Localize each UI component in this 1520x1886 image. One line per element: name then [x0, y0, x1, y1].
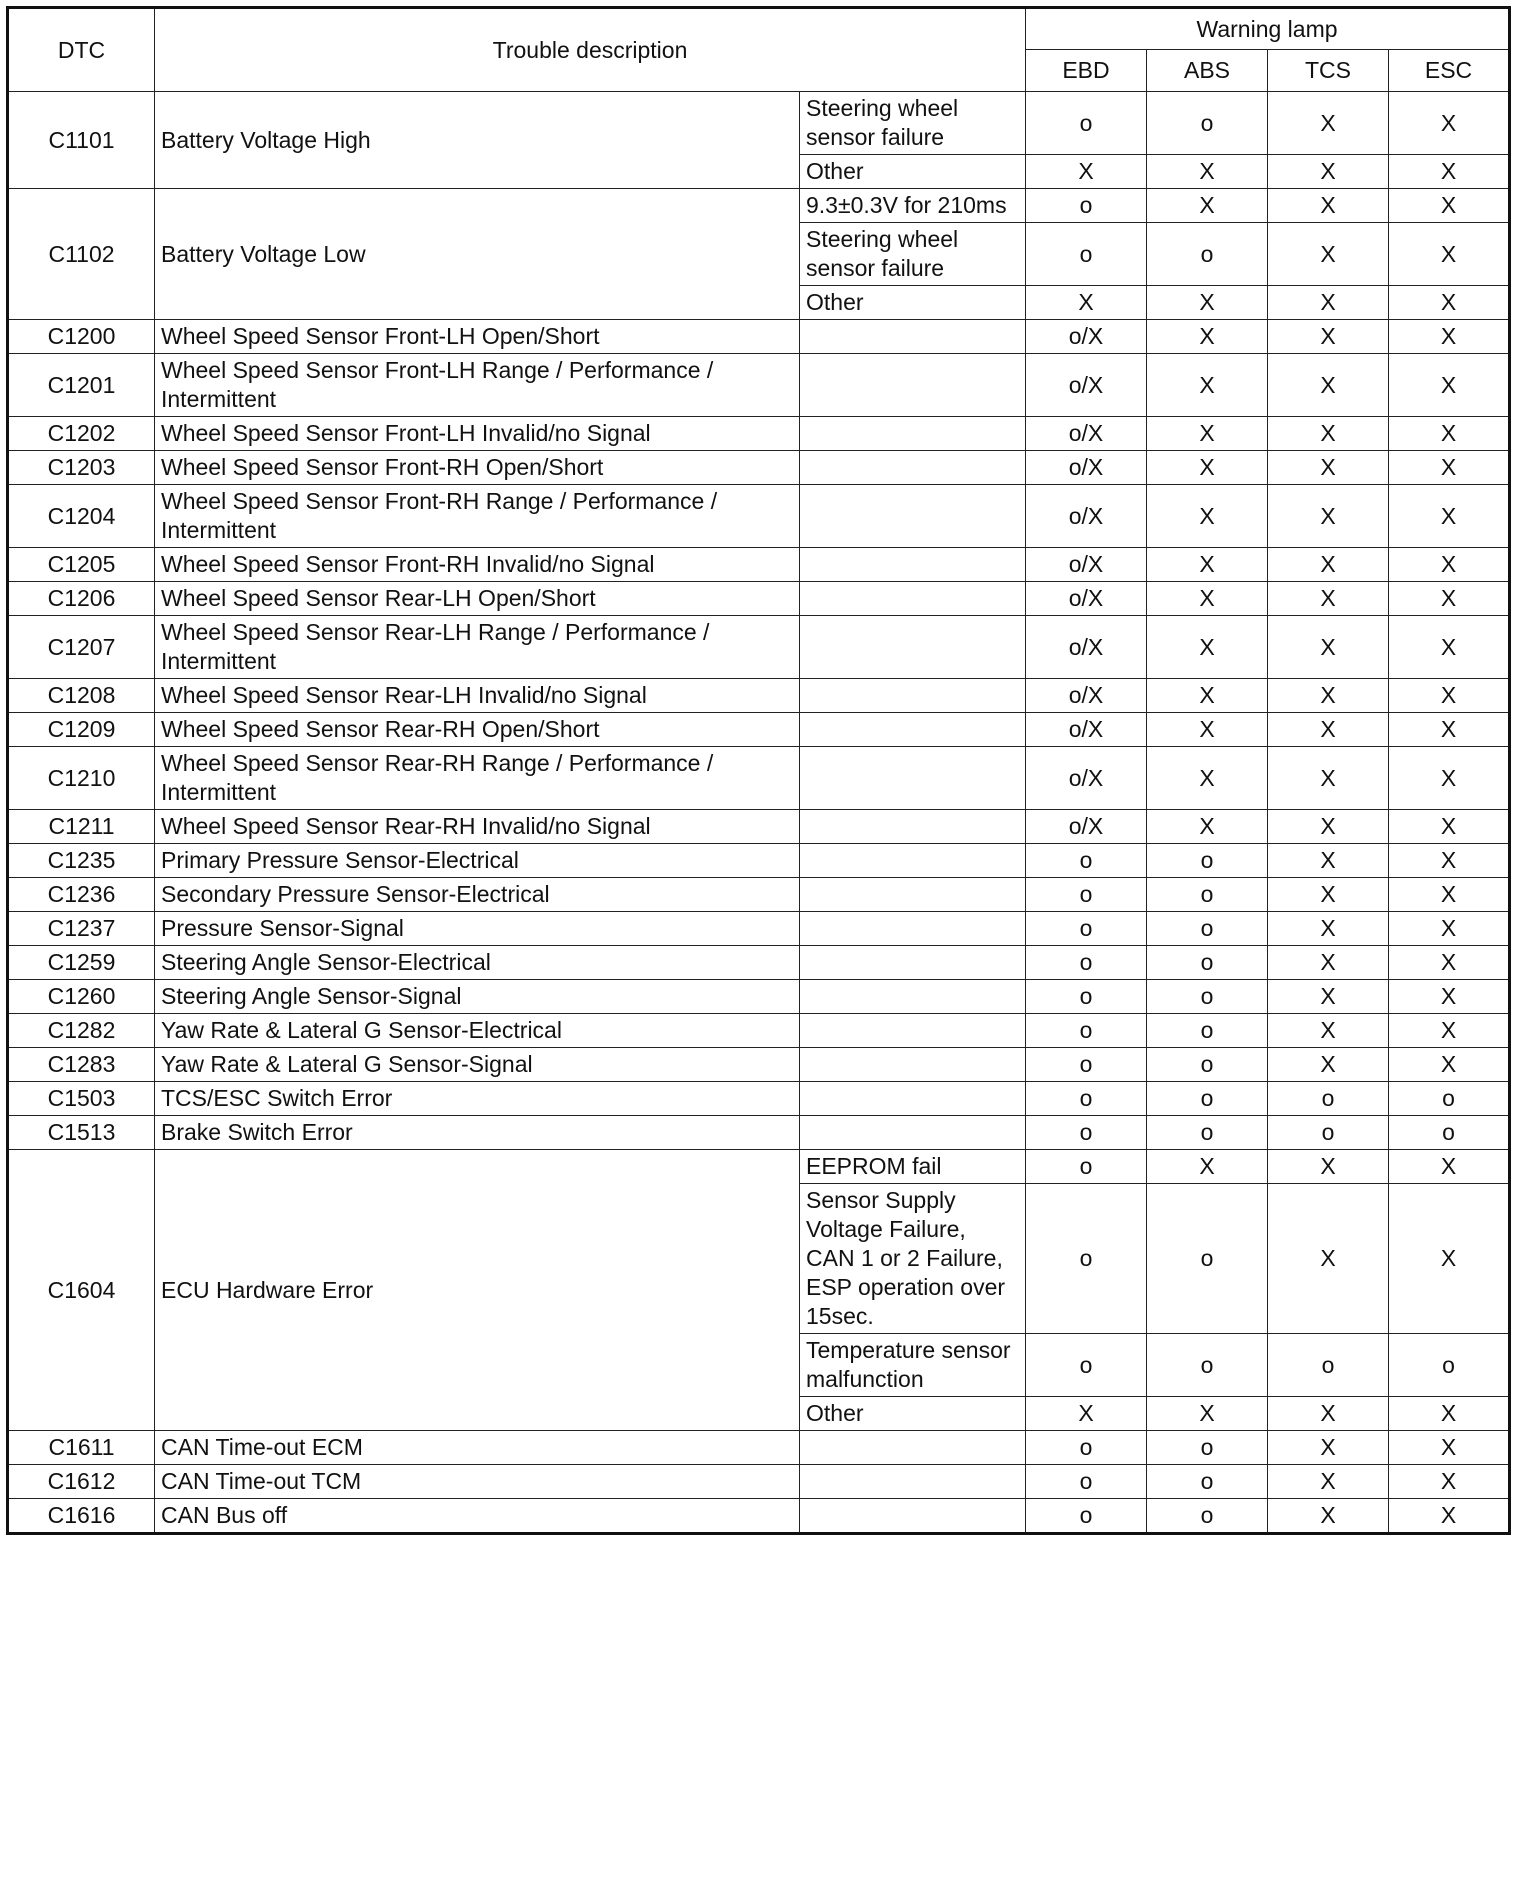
- lamp-abs-status: X: [1147, 451, 1268, 485]
- lamp-esc-status: X: [1389, 354, 1510, 417]
- lamp-ebd-status: o: [1026, 189, 1147, 223]
- lamp-esc-status: o: [1389, 1116, 1510, 1150]
- lamp-ebd-status: o: [1026, 844, 1147, 878]
- table-row: [8, 810, 1510, 844]
- lamp-abs-status: X: [1147, 189, 1268, 223]
- lamp-abs-status: X: [1147, 548, 1268, 582]
- table-row: [8, 844, 1510, 878]
- lamp-tcs-status: X: [1268, 451, 1389, 485]
- lamp-tcs-status: X: [1268, 946, 1389, 980]
- trouble-description: Wheel Speed Sensor Front-LH Range / Performance / Intermittent: [155, 354, 800, 417]
- lamp-ebd-status: o: [1026, 1082, 1147, 1116]
- lamp-esc-status: X: [1389, 582, 1510, 616]
- trouble-description: Wheel Speed Sensor Rear-LH Invalid/no Signal: [155, 679, 800, 713]
- trouble-condition: [800, 844, 1026, 878]
- lamp-tcs-status: X: [1268, 912, 1389, 946]
- lamp-abs-status: X: [1147, 1150, 1268, 1184]
- trouble-description: Battery Voltage High: [155, 92, 800, 189]
- lamp-ebd-status: o: [1026, 1499, 1147, 1534]
- lamp-tcs-status: X: [1268, 1397, 1389, 1431]
- trouble-description: CAN Time-out TCM: [155, 1465, 800, 1499]
- table-row: [8, 189, 1510, 223]
- dtc-code: C1209: [8, 713, 155, 747]
- table-row: [8, 1082, 1510, 1116]
- trouble-condition: [800, 912, 1026, 946]
- trouble-condition: [800, 1116, 1026, 1150]
- trouble-description: Steering Angle Sensor-Signal: [155, 980, 800, 1014]
- trouble-description: Wheel Speed Sensor Front-LH Invalid/no Signal: [155, 417, 800, 451]
- lamp-esc-status: X: [1389, 485, 1510, 548]
- lamp-tcs-status: X: [1268, 92, 1389, 155]
- trouble-description: Wheel Speed Sensor Rear-LH Open/Short: [155, 582, 800, 616]
- lamp-ebd-status: o: [1026, 223, 1147, 286]
- trouble-condition: [800, 320, 1026, 354]
- lamp-ebd-status: o/X: [1026, 354, 1147, 417]
- table-row: [8, 713, 1510, 747]
- lamp-tcs-status: X: [1268, 1465, 1389, 1499]
- lamp-ebd-status: o/X: [1026, 679, 1147, 713]
- dtc-code: C1202: [8, 417, 155, 451]
- lamp-tcs-status: X: [1268, 844, 1389, 878]
- lamp-esc-status: o: [1389, 1082, 1510, 1116]
- table-row: [8, 417, 1510, 451]
- trouble-description: Wheel Speed Sensor Front-LH Open/Short: [155, 320, 800, 354]
- dtc-code: C1616: [8, 1499, 155, 1534]
- trouble-condition: [800, 1082, 1026, 1116]
- lamp-ebd-status: o: [1026, 1116, 1147, 1150]
- trouble-description: Battery Voltage Low: [155, 189, 800, 320]
- table-body: [8, 92, 1510, 1534]
- table-row: [8, 1116, 1510, 1150]
- lamp-esc-status: X: [1389, 912, 1510, 946]
- trouble-description: Primary Pressure Sensor-Electrical: [155, 844, 800, 878]
- header-lamp-abs: ABS: [1147, 50, 1268, 92]
- lamp-tcs-status: X: [1268, 286, 1389, 320]
- lamp-abs-status: X: [1147, 155, 1268, 189]
- lamp-ebd-status: o: [1026, 1014, 1147, 1048]
- lamp-abs-status: o: [1147, 1431, 1268, 1465]
- lamp-abs-status: o: [1147, 223, 1268, 286]
- lamp-esc-status: X: [1389, 320, 1510, 354]
- lamp-esc-status: X: [1389, 417, 1510, 451]
- header-lamp-tcs: TCS: [1268, 50, 1389, 92]
- trouble-description: CAN Bus off: [155, 1499, 800, 1534]
- dtc-table-container: [6, 6, 1508, 1535]
- lamp-esc-status: X: [1389, 1499, 1510, 1534]
- lamp-abs-status: o: [1147, 980, 1268, 1014]
- dtc-code: C1102: [8, 189, 155, 320]
- lamp-tcs-status: X: [1268, 155, 1389, 189]
- lamp-abs-status: o: [1147, 946, 1268, 980]
- trouble-condition: Sensor Supply Voltage Failure, CAN 1 or 2 Failure, ESP operation over 15sec.: [800, 1184, 1026, 1334]
- table-row: [8, 1150, 1510, 1184]
- lamp-ebd-status: o/X: [1026, 713, 1147, 747]
- lamp-tcs-status: X: [1268, 1150, 1389, 1184]
- lamp-tcs-status: X: [1268, 189, 1389, 223]
- lamp-abs-status: o: [1147, 1014, 1268, 1048]
- lamp-tcs-status: X: [1268, 747, 1389, 810]
- lamp-abs-status: o: [1147, 1184, 1268, 1334]
- lamp-esc-status: o: [1389, 1334, 1510, 1397]
- dtc-code: C1101: [8, 92, 155, 189]
- table-row: [8, 92, 1510, 155]
- trouble-description: Secondary Pressure Sensor-Electrical: [155, 878, 800, 912]
- trouble-condition: EEPROM fail: [800, 1150, 1026, 1184]
- lamp-ebd-status: o: [1026, 1431, 1147, 1465]
- dtc-code: C1208: [8, 679, 155, 713]
- trouble-description: Wheel Speed Sensor Front-RH Invalid/no Signal: [155, 548, 800, 582]
- lamp-ebd-status: o/X: [1026, 810, 1147, 844]
- lamp-tcs-status: X: [1268, 1431, 1389, 1465]
- lamp-tcs-status: X: [1268, 417, 1389, 451]
- table-row: [8, 1014, 1510, 1048]
- dtc-code: C1282: [8, 1014, 155, 1048]
- lamp-ebd-status: X: [1026, 155, 1147, 189]
- lamp-esc-status: X: [1389, 223, 1510, 286]
- lamp-ebd-status: X: [1026, 1397, 1147, 1431]
- lamp-ebd-status: o: [1026, 1334, 1147, 1397]
- lamp-ebd-status: o/X: [1026, 548, 1147, 582]
- lamp-abs-status: o: [1147, 1082, 1268, 1116]
- lamp-tcs-status: X: [1268, 980, 1389, 1014]
- lamp-tcs-status: X: [1268, 1014, 1389, 1048]
- table-row: [8, 320, 1510, 354]
- lamp-esc-status: X: [1389, 451, 1510, 485]
- lamp-esc-status: X: [1389, 1431, 1510, 1465]
- trouble-condition: [800, 747, 1026, 810]
- lamp-abs-status: X: [1147, 582, 1268, 616]
- lamp-esc-status: X: [1389, 878, 1510, 912]
- trouble-condition: [800, 1014, 1026, 1048]
- lamp-esc-status: X: [1389, 679, 1510, 713]
- lamp-ebd-status: o: [1026, 1150, 1147, 1184]
- table-row: [8, 354, 1510, 417]
- dtc-code: C1611: [8, 1431, 155, 1465]
- trouble-description: Wheel Speed Sensor Rear-RH Range / Performance / Intermittent: [155, 747, 800, 810]
- lamp-esc-status: X: [1389, 1184, 1510, 1334]
- lamp-tcs-status: o: [1268, 1334, 1389, 1397]
- dtc-code: C1259: [8, 946, 155, 980]
- dtc-code: C1237: [8, 912, 155, 946]
- table-header: [8, 8, 1510, 92]
- lamp-ebd-status: X: [1026, 286, 1147, 320]
- table-row: [8, 980, 1510, 1014]
- lamp-tcs-status: X: [1268, 485, 1389, 548]
- trouble-condition: [800, 582, 1026, 616]
- lamp-esc-status: X: [1389, 1048, 1510, 1082]
- trouble-condition: Steering wheel sensor failure: [800, 92, 1026, 155]
- lamp-ebd-status: o/X: [1026, 582, 1147, 616]
- header-lamp-ebd: EBD: [1026, 50, 1147, 92]
- table-row: [8, 878, 1510, 912]
- dtc-code: C1236: [8, 878, 155, 912]
- header-dtc: DTC: [8, 8, 155, 92]
- trouble-condition: [800, 713, 1026, 747]
- table-row: [8, 485, 1510, 548]
- lamp-esc-status: X: [1389, 1014, 1510, 1048]
- trouble-condition: [800, 354, 1026, 417]
- lamp-ebd-status: o: [1026, 878, 1147, 912]
- table-row: [8, 582, 1510, 616]
- trouble-description: Brake Switch Error: [155, 1116, 800, 1150]
- lamp-tcs-status: X: [1268, 679, 1389, 713]
- trouble-condition: [800, 878, 1026, 912]
- trouble-condition: [800, 616, 1026, 679]
- lamp-ebd-status: o: [1026, 1465, 1147, 1499]
- lamp-ebd-status: o/X: [1026, 451, 1147, 485]
- table-row: [8, 1465, 1510, 1499]
- trouble-condition: [800, 1465, 1026, 1499]
- trouble-condition: [800, 810, 1026, 844]
- dtc-code: C1612: [8, 1465, 155, 1499]
- lamp-esc-status: X: [1389, 189, 1510, 223]
- lamp-ebd-status: o/X: [1026, 616, 1147, 679]
- lamp-tcs-status: X: [1268, 616, 1389, 679]
- dtc-code: C1513: [8, 1116, 155, 1150]
- lamp-tcs-status: X: [1268, 1048, 1389, 1082]
- lamp-abs-status: X: [1147, 417, 1268, 451]
- dtc-code: C1204: [8, 485, 155, 548]
- trouble-description: Wheel Speed Sensor Front-RH Range / Performance / Intermittent: [155, 485, 800, 548]
- trouble-condition: [800, 1499, 1026, 1534]
- lamp-abs-status: o: [1147, 1334, 1268, 1397]
- lamp-esc-status: X: [1389, 810, 1510, 844]
- lamp-abs-status: o: [1147, 1116, 1268, 1150]
- trouble-description: TCS/ESC Switch Error: [155, 1082, 800, 1116]
- lamp-ebd-status: o: [1026, 946, 1147, 980]
- dtc-warning-lamp-table: [6, 6, 1511, 1535]
- trouble-condition: Other: [800, 155, 1026, 189]
- lamp-abs-status: X: [1147, 810, 1268, 844]
- lamp-abs-status: X: [1147, 320, 1268, 354]
- dtc-code: C1210: [8, 747, 155, 810]
- table-row: [8, 1431, 1510, 1465]
- lamp-abs-status: o: [1147, 1465, 1268, 1499]
- lamp-ebd-status: o: [1026, 1184, 1147, 1334]
- lamp-ebd-status: o: [1026, 92, 1147, 155]
- lamp-abs-status: o: [1147, 92, 1268, 155]
- dtc-code: C1503: [8, 1082, 155, 1116]
- dtc-code: C1211: [8, 810, 155, 844]
- lamp-tcs-status: X: [1268, 810, 1389, 844]
- header-trouble-description: Trouble description: [155, 8, 1026, 92]
- lamp-esc-status: X: [1389, 155, 1510, 189]
- trouble-description: Pressure Sensor-Signal: [155, 912, 800, 946]
- trouble-condition: [800, 548, 1026, 582]
- trouble-description: Yaw Rate & Lateral G Sensor-Signal: [155, 1048, 800, 1082]
- trouble-condition: [800, 485, 1026, 548]
- table-row: [8, 1499, 1510, 1534]
- lamp-abs-status: X: [1147, 679, 1268, 713]
- dtc-code: C1201: [8, 354, 155, 417]
- trouble-description: ECU Hardware Error: [155, 1150, 800, 1431]
- trouble-condition: [800, 980, 1026, 1014]
- trouble-condition: Temperature sensor malfunction: [800, 1334, 1026, 1397]
- dtc-code: C1260: [8, 980, 155, 1014]
- table-row: [8, 912, 1510, 946]
- lamp-abs-status: o: [1147, 1048, 1268, 1082]
- trouble-description: Wheel Speed Sensor Rear-LH Range / Performance / Intermittent: [155, 616, 800, 679]
- trouble-description: Wheel Speed Sensor Front-RH Open/Short: [155, 451, 800, 485]
- table-row: [8, 946, 1510, 980]
- table-row: [8, 1048, 1510, 1082]
- lamp-abs-status: X: [1147, 485, 1268, 548]
- lamp-tcs-status: X: [1268, 354, 1389, 417]
- lamp-abs-status: X: [1147, 286, 1268, 320]
- trouble-condition: [800, 451, 1026, 485]
- table-row: [8, 747, 1510, 810]
- dtc-code: C1205: [8, 548, 155, 582]
- lamp-abs-status: X: [1147, 713, 1268, 747]
- lamp-esc-status: X: [1389, 1150, 1510, 1184]
- trouble-condition: [800, 417, 1026, 451]
- lamp-esc-status: X: [1389, 1465, 1510, 1499]
- dtc-code: C1235: [8, 844, 155, 878]
- lamp-ebd-status: o/X: [1026, 485, 1147, 548]
- trouble-description: Yaw Rate & Lateral G Sensor-Electrical: [155, 1014, 800, 1048]
- lamp-tcs-status: X: [1268, 713, 1389, 747]
- dtc-code: C1604: [8, 1150, 155, 1431]
- table-row: [8, 548, 1510, 582]
- lamp-esc-status: X: [1389, 980, 1510, 1014]
- trouble-condition: [800, 1431, 1026, 1465]
- lamp-abs-status: o: [1147, 1499, 1268, 1534]
- lamp-esc-status: X: [1389, 548, 1510, 582]
- header-lamp-esc: ESC: [1389, 50, 1510, 92]
- trouble-condition: 9.3±0.3V for 210ms: [800, 189, 1026, 223]
- trouble-condition: Steering wheel sensor failure: [800, 223, 1026, 286]
- lamp-esc-status: X: [1389, 92, 1510, 155]
- lamp-tcs-status: o: [1268, 1082, 1389, 1116]
- trouble-description: CAN Time-out ECM: [155, 1431, 800, 1465]
- lamp-ebd-status: o: [1026, 1048, 1147, 1082]
- lamp-tcs-status: X: [1268, 582, 1389, 616]
- lamp-esc-status: X: [1389, 844, 1510, 878]
- trouble-condition: [800, 679, 1026, 713]
- lamp-ebd-status: o: [1026, 980, 1147, 1014]
- trouble-condition: [800, 1048, 1026, 1082]
- lamp-esc-status: X: [1389, 713, 1510, 747]
- lamp-tcs-status: X: [1268, 548, 1389, 582]
- dtc-code: C1200: [8, 320, 155, 354]
- lamp-abs-status: o: [1147, 912, 1268, 946]
- lamp-ebd-status: o: [1026, 912, 1147, 946]
- lamp-esc-status: X: [1389, 286, 1510, 320]
- table-row: [8, 616, 1510, 679]
- dtc-code: C1283: [8, 1048, 155, 1082]
- table-row: [8, 451, 1510, 485]
- dtc-code: C1206: [8, 582, 155, 616]
- lamp-abs-status: X: [1147, 616, 1268, 679]
- lamp-tcs-status: X: [1268, 1499, 1389, 1534]
- lamp-esc-status: X: [1389, 1397, 1510, 1431]
- lamp-abs-status: X: [1147, 354, 1268, 417]
- lamp-abs-status: X: [1147, 747, 1268, 810]
- trouble-description: Wheel Speed Sensor Rear-RH Invalid/no Signal: [155, 810, 800, 844]
- lamp-tcs-status: X: [1268, 223, 1389, 286]
- lamp-abs-status: X: [1147, 1397, 1268, 1431]
- lamp-tcs-status: o: [1268, 1116, 1389, 1150]
- lamp-abs-status: o: [1147, 844, 1268, 878]
- trouble-description: Steering Angle Sensor-Electrical: [155, 946, 800, 980]
- lamp-ebd-status: o/X: [1026, 320, 1147, 354]
- trouble-condition: Other: [800, 1397, 1026, 1431]
- lamp-ebd-status: o/X: [1026, 747, 1147, 810]
- trouble-condition: Other: [800, 286, 1026, 320]
- lamp-abs-status: o: [1147, 878, 1268, 912]
- lamp-tcs-status: X: [1268, 878, 1389, 912]
- lamp-esc-status: X: [1389, 946, 1510, 980]
- trouble-description: Wheel Speed Sensor Rear-RH Open/Short: [155, 713, 800, 747]
- table-row: [8, 679, 1510, 713]
- lamp-tcs-status: X: [1268, 320, 1389, 354]
- lamp-ebd-status: o/X: [1026, 417, 1147, 451]
- lamp-tcs-status: X: [1268, 1184, 1389, 1334]
- trouble-condition: [800, 946, 1026, 980]
- dtc-code: C1203: [8, 451, 155, 485]
- lamp-esc-status: X: [1389, 616, 1510, 679]
- lamp-esc-status: X: [1389, 747, 1510, 810]
- dtc-code: C1207: [8, 616, 155, 679]
- header-warning-lamp: Warning lamp: [1026, 8, 1510, 50]
